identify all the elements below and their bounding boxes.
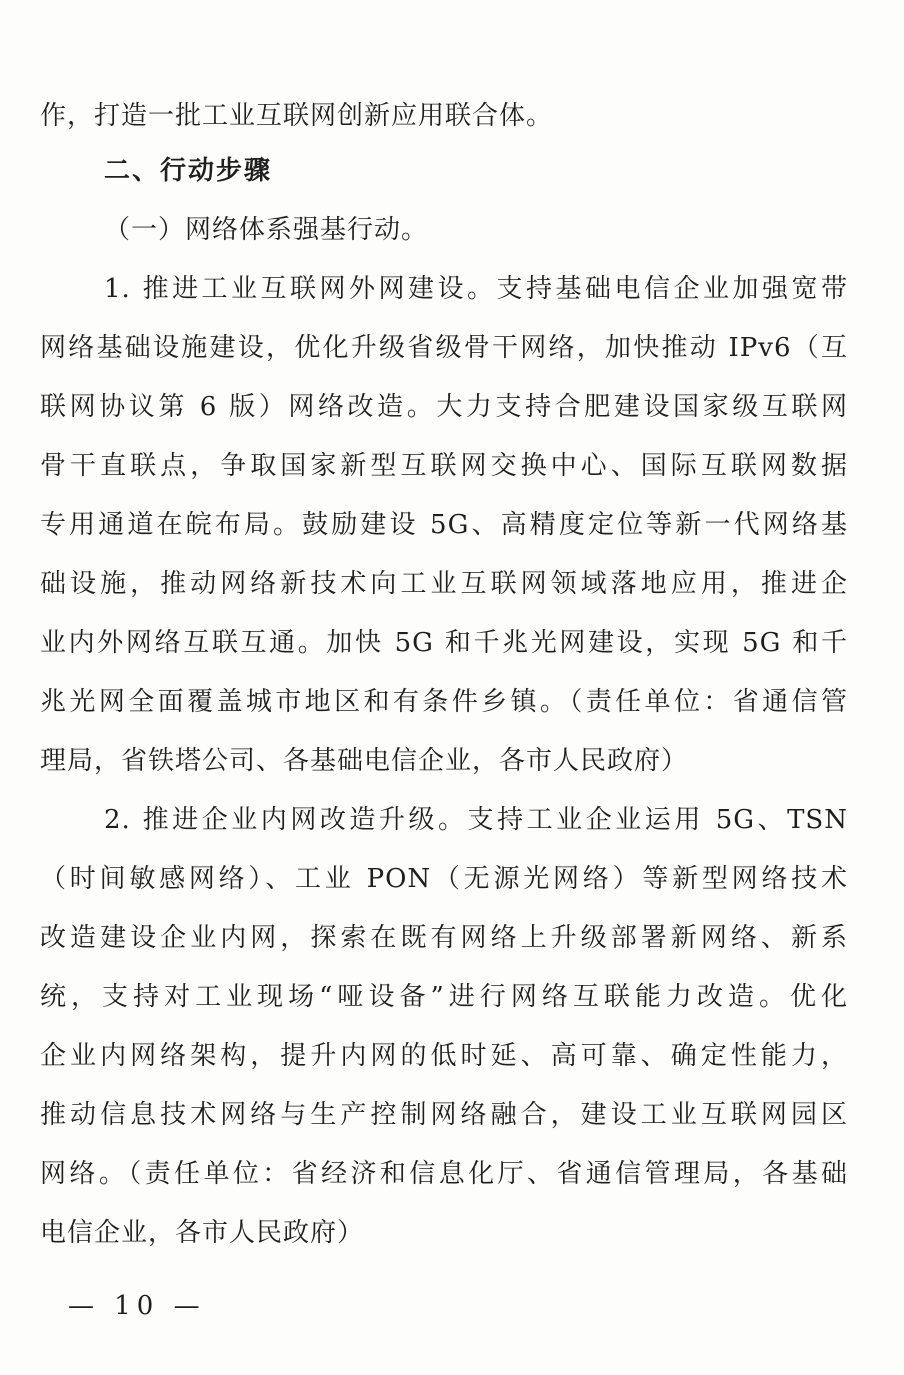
subsection-heading: （一）网络体系强基行动。 xyxy=(104,215,429,245)
paragraph-line: 理局，省铁塔公司、各基础电信企业，各市人民政府） xyxy=(40,746,689,776)
paragraph-line: 联网协议第 6 版）网络改造。大力支持合肥建设国家级互联网 xyxy=(40,392,848,422)
paragraph-line: 业内外网络互联互通。加快 5G 和千兆光网建设，实现 5G 和千 xyxy=(40,628,848,658)
paragraph-line: 企业内网络架构，提升内网的低时延、高可靠、确定性能力， xyxy=(40,1041,848,1071)
paragraph-line: 推动信息技术网络与生产控制网络融合，建设工业互联网园区 xyxy=(40,1100,848,1130)
paragraph-line: （时间敏感网络）、工业 PON（无源光网络）等新型网络技术 xyxy=(40,864,848,894)
paragraph-line: 改造建设企业内网，探索在既有网络上升级部署新网络、新系 xyxy=(40,923,848,953)
paragraph-line: 骨干直联点，争取国家新型互联网交换中心、国际互联网数据 xyxy=(40,451,848,481)
paragraph-line: 电信企业，各市人民政府） xyxy=(40,1218,365,1248)
section-heading: 二、行动步骤 xyxy=(104,156,273,186)
paragraph-line: 统，支持对工业现场“哑设备”进行网络互联能力改造。优化 xyxy=(40,982,848,1012)
paragraph-line: 作，打造一批工业互联网创新应用联合体。 xyxy=(40,101,554,131)
paragraph-line: 1. 推进工业互联网外网建设。支持基础电信企业加强宽带 xyxy=(104,274,848,304)
paragraph-line: 网络基础设施建设，优化升级省级骨干网络，加快推动 IPv6（互 xyxy=(40,333,848,363)
paragraph-line: 兆光网全面覆盖城市地区和有条件乡镇。（责任单位：省通信管 xyxy=(40,687,848,717)
paragraph-line: 专用通道在皖布局。鼓励建设 5G、高精度定位等新一代网络基 xyxy=(40,510,848,540)
paragraph-line: 础设施，推动网络新技术向工业互联网领域落地应用，推进企 xyxy=(40,569,848,599)
paragraph-line: 网络。（责任单位：省经济和信息化厅、省通信管理局，各基础 xyxy=(40,1159,848,1189)
page-number: — 10 — xyxy=(68,1291,206,1321)
paragraph-line: 2. 推进企业内网改造升级。支持工业企业运用 5G、TSN xyxy=(104,805,848,835)
